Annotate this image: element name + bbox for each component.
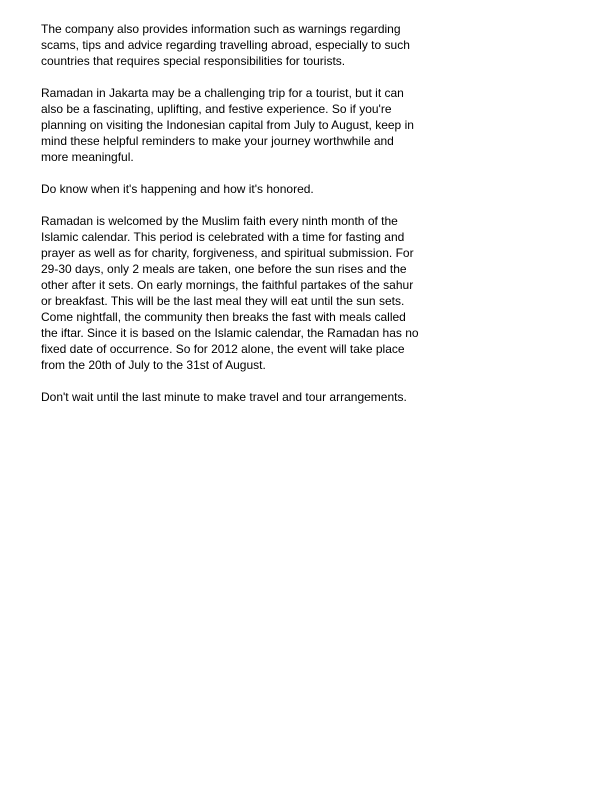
text-line: more meaningful. <box>41 150 134 164</box>
text-line: from the 20th of July to the 31st of August. <box>41 358 266 372</box>
paragraph-dont-wait <box>41 389 421 405</box>
text-line: mind these helpful reminders to make your journey worthwhile and <box>41 134 394 148</box>
text-line: 29-30 days, only 2 meals are taken, one before the sun rises and the <box>41 262 407 276</box>
text-line: Islamic calendar. This period is celebrated with a time for fasting and <box>41 230 405 244</box>
text-line: Ramadan is welcomed by the Muslim faith every ninth month of the <box>41 214 398 228</box>
text-line: The company also provides information such as warnings regarding <box>41 22 401 36</box>
text-line: scams, tips and advice regarding travelling abroad, especially to such <box>41 38 410 52</box>
text-line: Don't wait until the last minute to make travel and tour arrangements. <box>41 390 407 404</box>
text-line: fixed date of occurrence. So for 2012 alone, the event will take place <box>41 342 405 356</box>
text-line: countries that requires special responsibilities for tourists. <box>41 54 346 68</box>
paragraph-ramadan-description <box>41 213 421 373</box>
paragraph-ramadan-jakarta <box>41 85 421 165</box>
text-line: or breakfast. This will be the last meal they will eat until the sun sets. <box>41 294 405 308</box>
text-line: planning on visiting the Indonesian capital from July to August, keep in <box>41 118 414 132</box>
text-line: Come nightfall, the community then breaks the fast with meals called <box>41 310 406 324</box>
paragraph-know-when <box>41 181 421 197</box>
text-line: Do know when it's happening and how it's honored. <box>41 182 314 196</box>
text-line: Ramadan in Jakarta may be a challenging trip for a tourist, but it can <box>41 86 404 100</box>
paragraph-company-info <box>41 21 421 69</box>
article-body <box>41 21 421 421</box>
text-line: prayer as well as for charity, forgiveness, and spiritual submission. For <box>41 246 414 260</box>
text-line: other after it sets. On early mornings, the faithful partakes of the sahur <box>41 278 414 292</box>
text-line: also be a fascinating, uplifting, and festive experience. So if you're <box>41 102 392 116</box>
text-line: the iftar. Since it is based on the Islamic calendar, the Ramadan has no <box>41 326 419 340</box>
